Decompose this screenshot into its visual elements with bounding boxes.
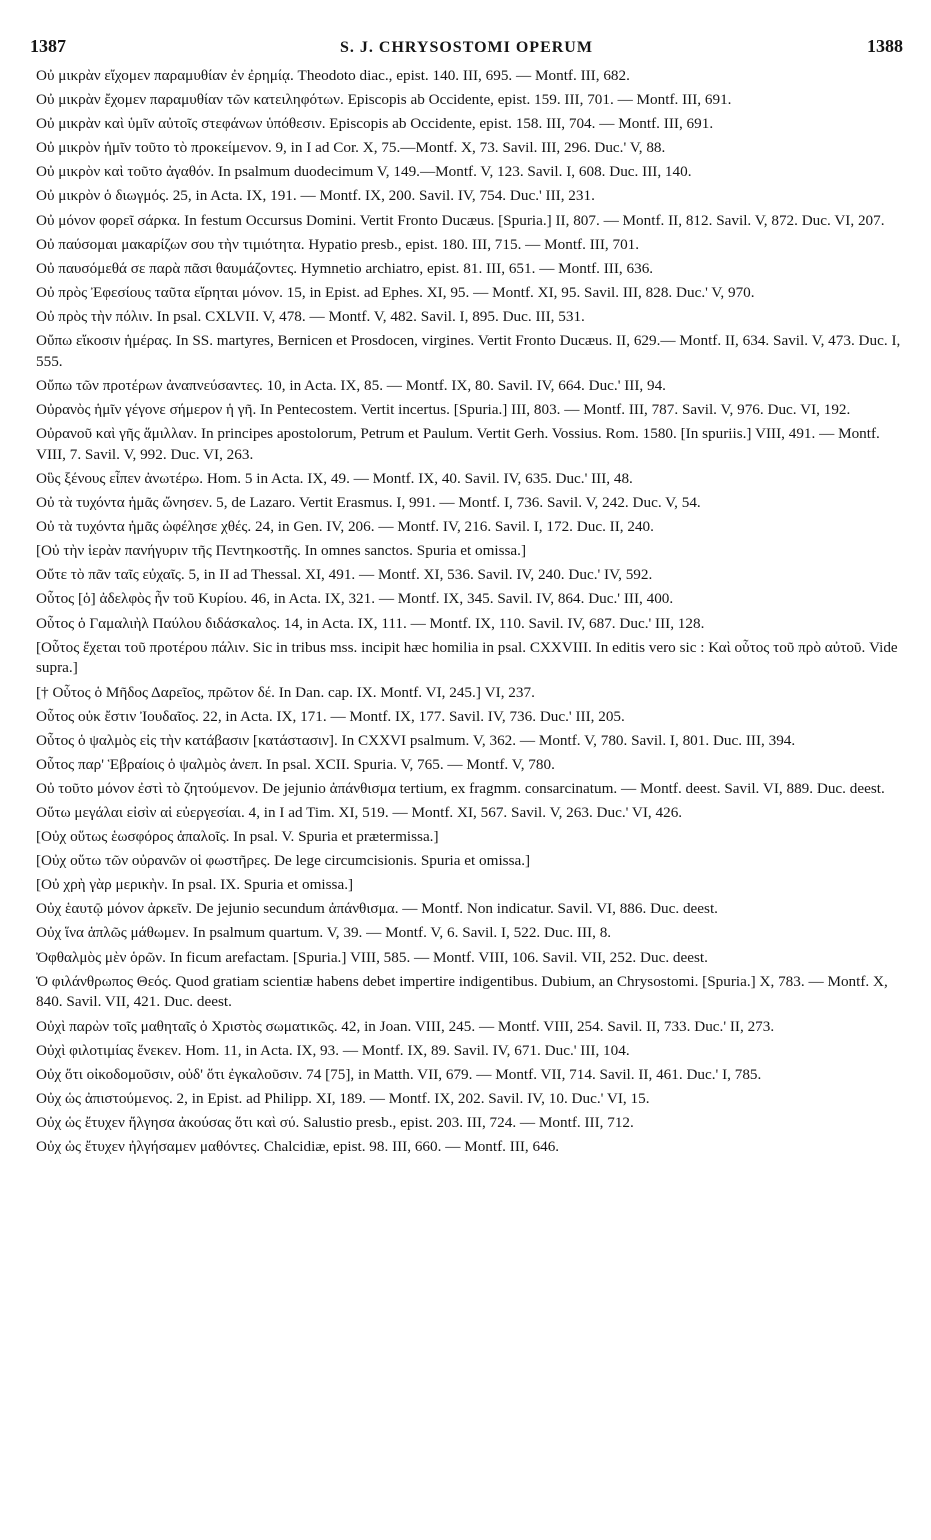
index-entry: Οὐ μικρὸν ὁ διωγμός. 25, in Acta. IX, 191. — Montf. IX, 200. Savil. IV, 754. Duc.' III, 231. <box>36 187 595 205</box>
page-header <box>30 36 903 57</box>
index-entry: Οὐ τὰ τυχόντα ἡμᾶς ὤνησεν. 5, de Lazaro. Vertit Erasmus. I, 991. — Montf. I, 736. Savil. V, 242. Duc. V, 54. <box>36 494 701 512</box>
index-entry: [Οὐ τὴν ἱερὰν πανήγυριν τῆς Πεντηκοστῆς. In omnes sanctos. Spuria et omissa.] <box>36 542 527 560</box>
index-entry: Οὐ μικρὰν εἴχομεν παραμυθίαν ἐν ἐρημίᾳ. Theodoto diac., epist. 140. III, 695. — Montf. III, 682. <box>36 67 630 84</box>
index-entry: Οὐχ ὅτι οἰκοδομοῦσιν, οὐδ' ὅτι ἐγκαλοῦσιν. 74 [75], in Matth. VII, 679. — Montf. VII, 714. Savil. II, 461. Duc.' I, 785. <box>36 1065 762 1083</box>
index-entry: Οὓς ξένους εἶπεν ἀνωτέρω. Hom. 5 in Acta. IX, 49. — Montf. IX, 40. Savil. IV, 635. Duc.' III, 48. <box>36 470 633 487</box>
index-entry: Ὀφθαλμὸς μὲν ὁρῶν. In ficum arefactam. [Spuria.] VIII, 585. — Montf. VIII, 106. Savil. VII, 252. Duc. deest. <box>36 948 708 966</box>
index-entry: Οὐρανὸς ἡμῖν γέγονε σήμερον ἡ γῆ. In Pentecostem. Vertit incertus. [Spuria.] III, 803. — Montf. III, 787. Savil. V, 976. Duc. VI, 192. <box>36 401 851 419</box>
index-entry: [Οὗτος ἔχεται τοῦ προτέρου πάλιν. Sic in tribus mss. incipit hæc homilia in psal. CXXVIII. In editis vero sic : Καὶ οὗτος τοῦ πρὸ αὐτοῦ. Vide supra.] <box>36 638 898 677</box>
index-entry: Οὐ παυσόμεθά σε παρὰ πᾶσι θαυμάζοντες. Hymnetio archiatro, epist. 81. III, 651. — Montf. III, 636. <box>36 259 654 277</box>
index-entry: Οὐ τὰ τυχόντα ἡμᾶς ὠφέλησε χθές. 24, in Gen. IV, 206. — Montf. IV, 216. Savil. I, 172. Duc. II, 240. <box>36 518 654 536</box>
index-entry: Οὔπω τῶν προτέρων ἀναπνεύσαντες. 10, in Acta. IX, 85. — Montf. IX, 80. Savil. IV, 664. Duc.' III, 94. <box>36 376 666 394</box>
index-entry: [Οὐχ οὕτω τῶν οὐρανῶν οἱ φωστῆρες. De lege circumcisionis. Spuria et omissa.] <box>36 852 531 870</box>
index-entry: Οὐχ ἵνα ἁπλῶς μάθωμεν. In psalmum quartum. V, 39. — Montf. V, 6. Savil. I, 522. Duc. III, 8. <box>36 924 612 942</box>
index-entry: [Οὐ χρὴ γὰρ μερικὴν. In psal. IX. Spuria et omissa.] <box>36 876 354 894</box>
index-entry: Οὐχὶ φιλοτιμίας ἕνεκεν. Hom. 11, in Acta. IX, 93. — Montf. IX, 89. Savil. IV, 671. Duc.' III, 104. <box>36 1041 630 1059</box>
index-entry: Οὐ μικρὰν καὶ ὑμῖν αὐτοῖς στεφάνων ὑπόθεσιν. Episcopis ab Occidente, epist. 158. III, 704. — Montf. III, 691. <box>36 115 714 133</box>
index-entry: Οὐχὶ παρὼν τοῖς μαθηταῖς ὁ Χριστὸς σωματικῶς. 42, in Joan. VIII, 245. — Montf. VIII, 254. Savil. II, 733. Duc.' II, 273. <box>36 1017 775 1035</box>
index-entry: Οὔπω εἴκοσιν ἡμέρας. In SS. martyres, Bernicen et Prosdocen, virgines. Vertit Fronto Ducæus. II, 629.— Montf. II, 634. Savil. V, 473. Duc. I, 555. <box>36 332 901 370</box>
index-entry: Οὐχ ἑαυτῷ μόνον ἀρκεῖν. De jejunio secundum ἀπάνθισμα. — Montf. Non indicatur. Savil. VI, 886. Duc. deest. <box>36 900 718 918</box>
index-entry: Οὐ παύσομαι μακαρίζων σου τὴν τιμιότητα. Hypatio presb., epist. 180. III, 715. — Montf. III, 701. <box>36 235 640 253</box>
index-entry: Ὁ φιλάνθρωπος Θεός. Quod gratiam scientiæ habens debet impertire indigentibus. Dubium, an Chrysostomi. [Spuria.] X, 783. — Montf. X, 840. Savil. VII, 421. Duc. deest. <box>36 972 888 1011</box>
index-entry: Οὐ πρὸς τὴν πόλιν. In psal. CXLVII. V, 478. — Montf. V, 482. Savil. I, 895. Duc. III, 531. <box>36 307 585 325</box>
index-entry: Οὐ μικρὸν ἡμῖν τοῦτο τὸ προκείμενον. 9, in I ad Cor. X, 75.—Montf. X, 73. Savil. III, 296. Duc.' V, 88. <box>36 139 666 157</box>
index-entry: Οὐ μικρὸν καὶ τοῦτο ἀγαθόν. In psalmum duodecimum V, 149.—Montf. V, 123. Savil. I, 608. Duc. III, 140. <box>36 163 692 181</box>
running-title: S. J. CHRYSOSTOMI OPERUM <box>340 39 593 56</box>
index-entry: Οὐρανοῦ καὶ γῆς ἅμιλλαν. In principes apostolorum, Petrum et Paulum. Vertit Gerh. Vossius. Rom. 1580. [In spuriis.] VIII, 491. — Montf. VIII, 7. Savil. V, 992. Duc. VI, 263. <box>36 425 880 463</box>
index-entry: Οὐ μόνον φορεῖ σάρκα. In festum Occursus Domini. Vertit Fronto Ducæus. [Spuria.] II, 807. — Montf. II, 812. Savil. V, 872. Duc. VI, 207. <box>36 211 885 229</box>
index-entry: Οὗτος ὁ Γαμαλιὴλ Παύλου διδάσκαλος. 14, in Acta. IX, 111. — Montf. IX, 110. Savil. IV, 687. Duc.' III, 128. <box>36 614 705 632</box>
index-entry: Οὐχ ὡς ἔτυχεν ἤλγησα ἀκούσας ὅτι καὶ σύ. Salustio presb., epist. 203. III, 724. — Montf. III, 712. <box>36 1113 634 1131</box>
index-entry: Οὕτω μεγάλαι εἰσὶν αἱ εὐεργεσίαι. 4, in I ad Tim. XI, 519. — Montf. XI, 567. Savil. V, 263. Duc.' VI, 426. <box>36 804 683 822</box>
index-entry: [Οὐχ οὕτως ἑωσφόρος ἁπαλοῖς. In psal. V. Spuria et prætermissa.] <box>36 828 439 846</box>
index-entry: Οὐχ ὡς ἀπιστούμενος. 2, in Epist. ad Philipp. XI, 189. — Montf. IX, 202. Savil. IV, 10. Duc.' VI, 15. <box>36 1089 650 1107</box>
index-entry: Οὔτε τὸ πᾶν ταῖς εὐχαῖς. 5, in II ad Thessal. XI, 491. — Montf. XI, 536. Savil. IV, 240. Duc.' IV, 592. <box>36 566 653 584</box>
index-entries <box>36 66 904 1161</box>
index-entry: Οὐ πρὸς Ἐφεσίους ταῦτα εἴρηται μόνον. 15, in Epist. ad Ephes. XI, 95. — Montf. XI, 95. Savil. III, 828. Duc.' V, 970. <box>36 283 755 301</box>
page-number-left: 1387 <box>30 36 66 56</box>
index-entry: Οὗτος [ὁ] ἀδελφὸς ἦν τοῦ Κυρίου. 46, in Acta. IX, 321. — Montf. IX, 345. Savil. IV, 864. Duc.' III, 400. <box>36 590 674 608</box>
index-entry: Οὐ τοῦτο μόνον ἐστὶ τὸ ζητούμενον. De jejunio ἀπάνθισμα tertium, ex fragmm. consarcinatum. — Montf. deest. Savil. VI, 889. Duc. deest. <box>36 779 885 797</box>
index-entry: Οὐ μικρὰν ἔχομεν παραμυθίαν τῶν κατειληφότων. Episcopis ab Occidente, epist. 159. III, 701. — Montf. III, 691. <box>36 91 732 109</box>
index-entry: Οὗτος παρ' Ἑβραίοις ὁ ψαλμὸς ἀνεπ. In psal. XCII. Spuria. V, 765. — Montf. V, 780. <box>36 755 555 773</box>
index-entry: Οὗτος ὁ ψαλμὸς εἰς τὴν κατάβασιν [κατάστασιν]. In CXXVI psalmum. V, 362. — Montf. V, 780. Savil. I, 801. Duc. III, 394. <box>36 731 796 749</box>
index-entry: Οὐχ ὡς ἔτυχεν ἠλγήσαμεν μαθόντες. Chalcidiæ, epist. 98. III, 660. — Montf. III, 646. <box>36 1138 560 1156</box>
page-number-right: 1388 <box>866 36 903 56</box>
index-entry: [† Οὗτος ὁ Μῆδος Δαρεῖος, πρῶτον δέ. In Dan. cap. IX. Montf. VI, 245.] VI, 237. <box>36 683 535 701</box>
index-entry: Οὗτος οὐκ ἔστιν Ἰουδαῖος. 22, in Acta. IX, 171. — Montf. IX, 177. Savil. IV, 736. Duc.' III, 205. <box>36 707 625 725</box>
